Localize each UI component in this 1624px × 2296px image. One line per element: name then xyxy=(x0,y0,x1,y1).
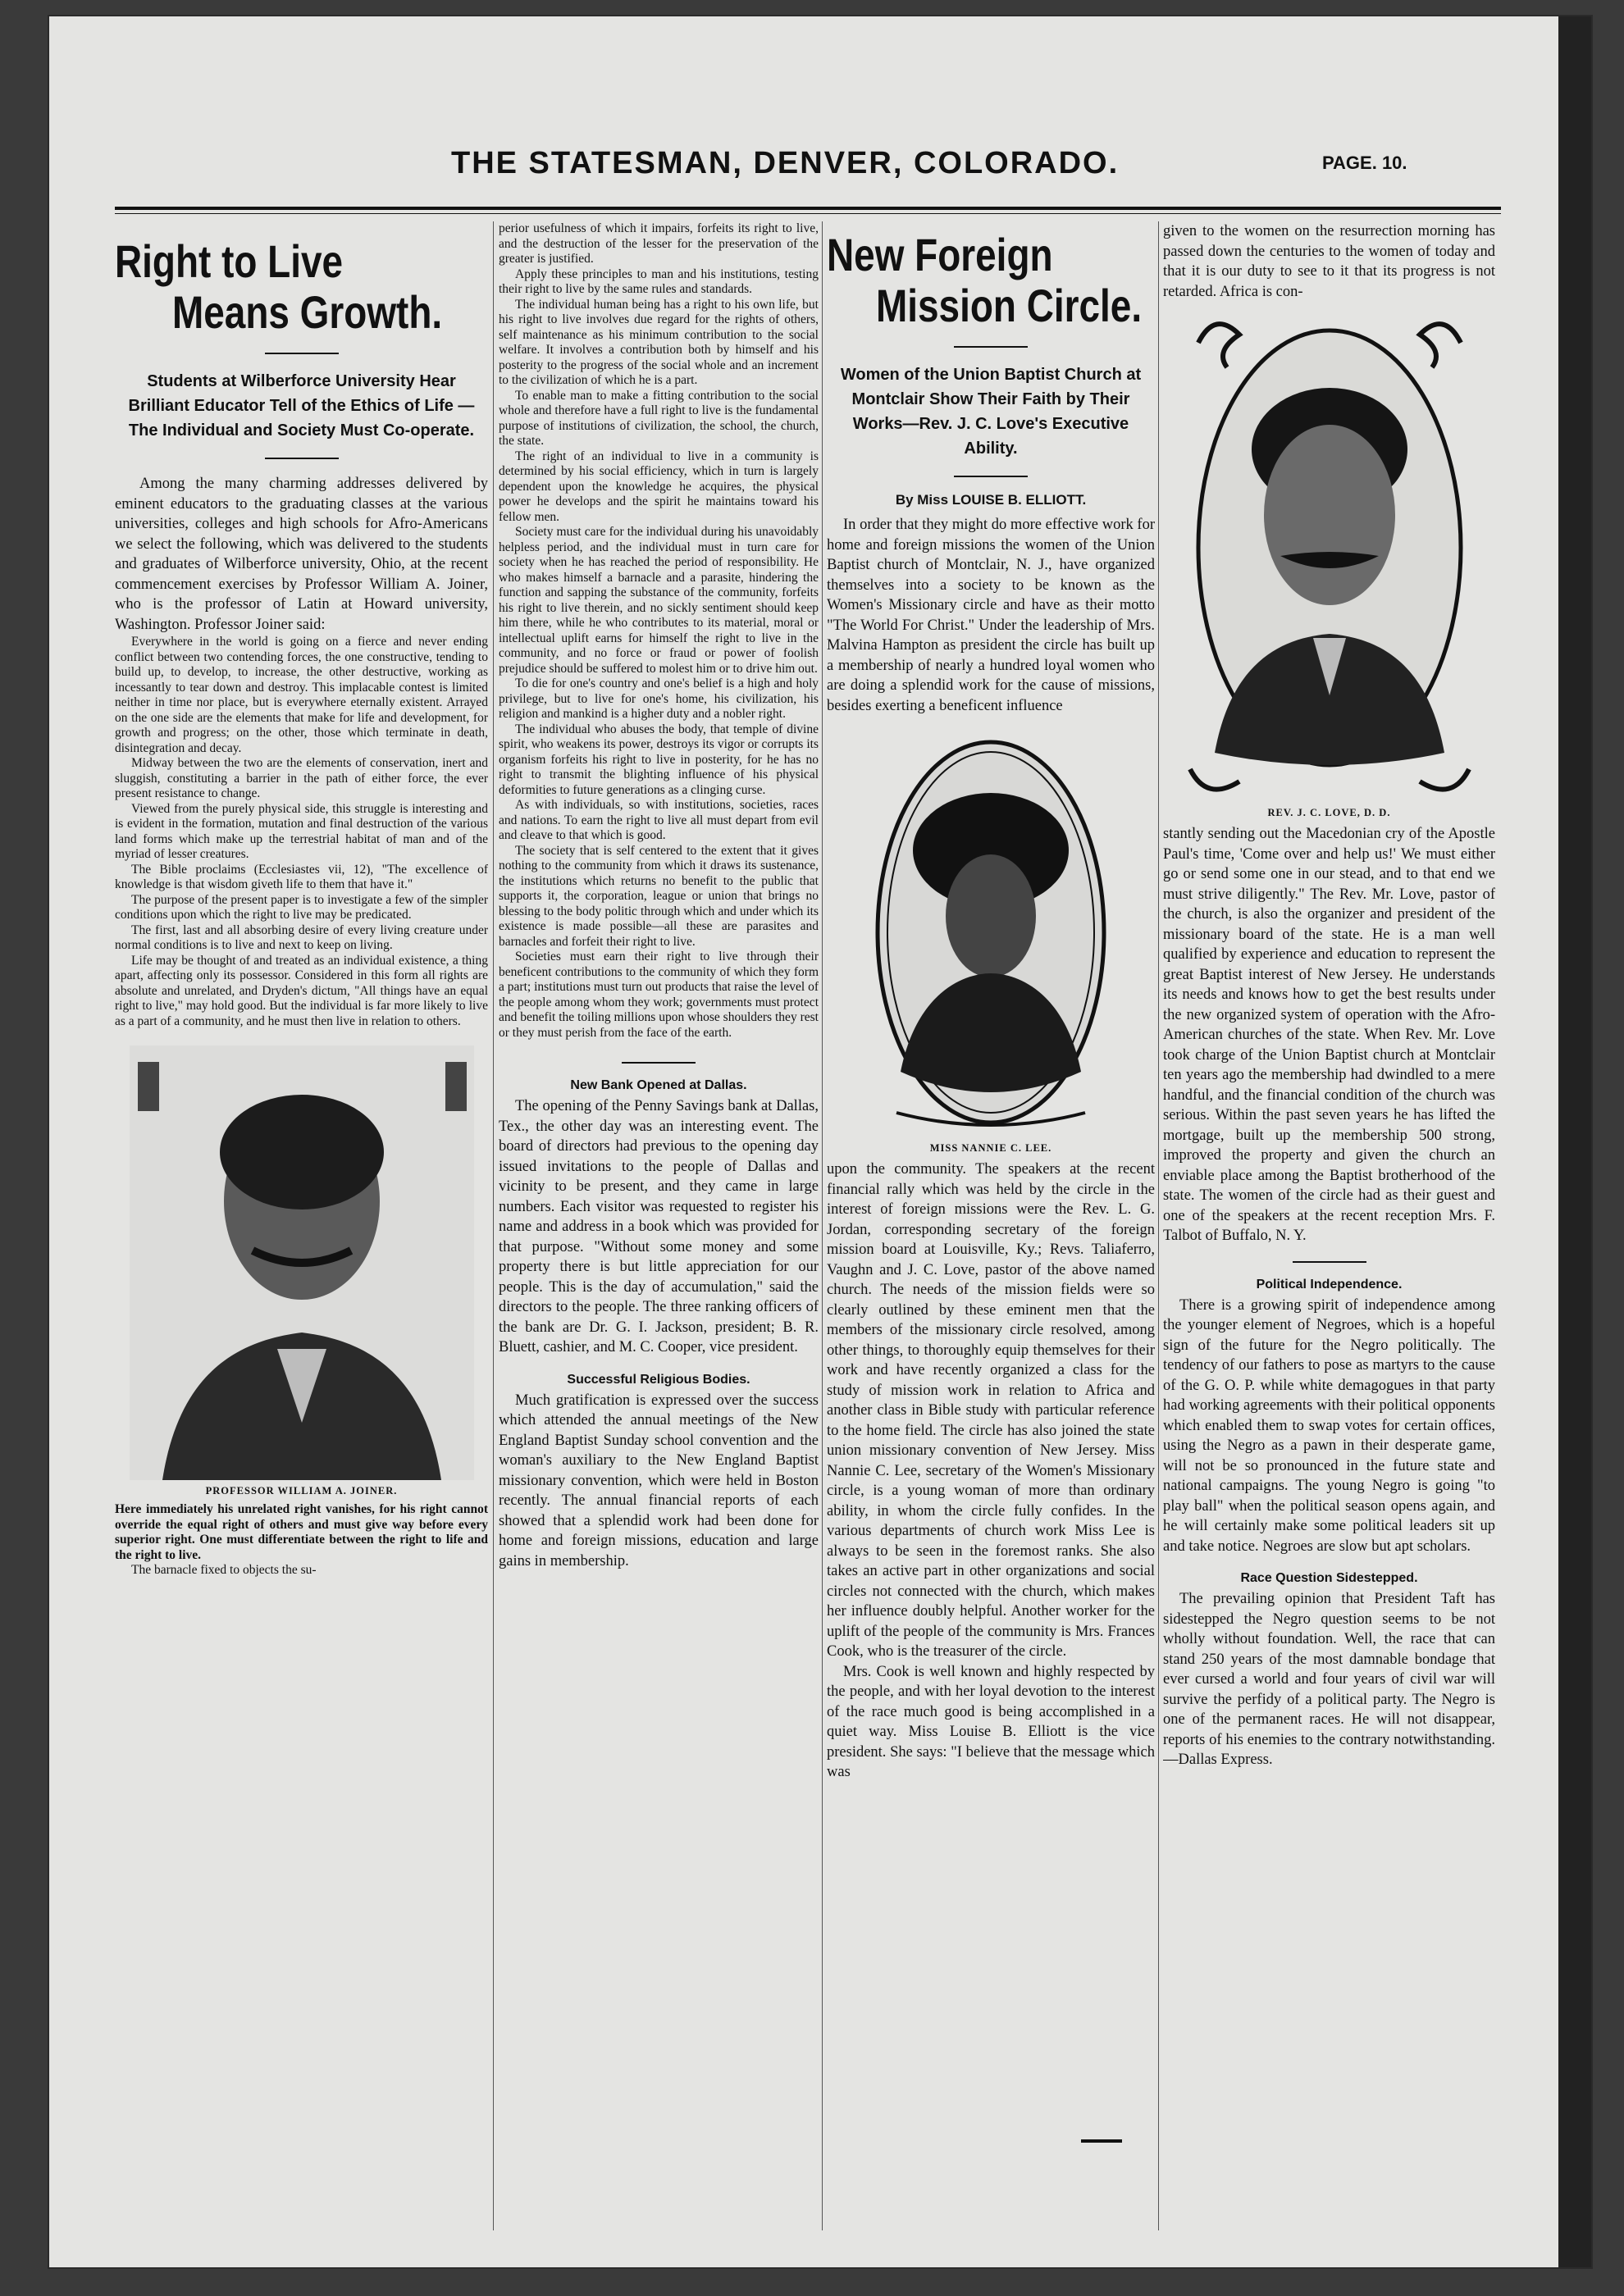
column-divider xyxy=(1158,221,1159,2230)
headline-line-2: Means Growth. xyxy=(172,286,443,338)
page-number: PAGE. 10. xyxy=(1322,153,1407,173)
masthead-title: THE STATESMAN, DENVER, COLORADO. xyxy=(451,146,1120,180)
paragraph: Much gratification is expressed over the success which attended the annual meetings of the New England Baptist Sunday school convention and the woman's auxiliary to the New England Baptist missionary convention, which were held in Boston recently. The annual financial reports of each showed that a splendid work had been done for home and foreign missions, education and large gains in membership. xyxy=(499,1392,819,1569)
paragraph: stantly sending out the Macedonian cry of the Apostle Paul's time, 'Come over and help us!' We must either go or send some one in our stead, and to that end we must strive diligently." The Rev. Mr. Love, pastor of the church, is also the organizer and president of the missionary board of the state. He is a man well qualified by experience and education to represent the great Baptist interest of New Jersey. He understands its needs and knows how to get the best results under the new organized system of operation with the Afro-American churches of the state. When Rev. Mr. Love took charge of the Union Baptist church at Montclair ten years ago the membership had dwindled to a mere handful, and the financial condition of the church was serious. Within the past seven years he has lifted the mortgage, built up the membership 500 strong, improved the property and given the church an enviable place among the Baptist brotherhood of the state. The women of the circle had as their guest and one of the speakers at the recent reception Mrs. F. Talbot of Buffalo, N. Y. xyxy=(1163,826,1495,1244)
section-heading-bank: New Bank Opened at Dallas. xyxy=(570,1078,747,1092)
portrait-love-image xyxy=(1182,310,1477,802)
divider xyxy=(954,476,1028,477)
divider xyxy=(1293,1261,1366,1263)
column-2 xyxy=(499,221,819,2239)
paragraph: perior usefulness of which it impairs, forfeits its right to live, and the destruction of the lesser for the preservation of the greater is justified. xyxy=(499,221,819,266)
divider xyxy=(265,458,339,459)
masthead-rule-thin xyxy=(115,213,1501,214)
paragraph: There is a growing spirit of independence among the younger element of Negroes, which is a hopeful sign of the future for the Negro politically. The tendency of our fathers to pose as martyrs to the cause of the G. O. P. while white demagogues in that party had working agreements with their political opponents which enabled them to swap votes for certain offices, using the Negro as a pawn in their desperate game, will not be so pronounced in the future state and national campaigns. The young Negro is going "to play ball" when the political season opens again, and he will certainly make some political leaders sit up and take notice. Negroes are slow but apt scholars. xyxy=(1163,1296,1495,1555)
paragraph: Everywhere in the world is going on a fierce and never ending conflict between two contending forces, the one constructive, tending to build up, to develop, to increase, the other destructive, working as incessantly to tear down and destroy. This implacable contest is limited neither in time nor place, but is everywhere eternally existent. Arrayed on the one side are the elements that make for life and development, for growth and progress; on the other, those which terminate in death, disintegration and decay. xyxy=(115,635,488,755)
byline: By Miss LOUISE B. ELLIOTT. xyxy=(895,492,1087,508)
headline-line-2: Mission Circle. xyxy=(876,280,1143,331)
portrait-lee-image xyxy=(868,727,1114,1137)
column-1 xyxy=(115,221,488,2239)
paragraph: Midway between the two are the elements of conservation, inert and sluggish, constituting a barrier in the path of either force, the ever present resistance to change. xyxy=(115,756,488,800)
paragraph: Society must care for the individual during his unavoidably helpless period, and the individual must in turn care for society when he has reached the period of responsibility. He who makes himself a barnacle and a parasite, hindering the function and sapping the substance of the community, forfeits his right to live therein, and no sickly sentiment should keep him there, while he who contributes to its material, moral or intellectual uplift earns for himself the right to live in the community, and no force or fraud or power of foolish prejudice should be suffered to molest him or to drive him out. xyxy=(499,525,819,676)
paragraph: The prevailing opinion that President Taft has sidestepped the Negro question seems to be not wholly without foundation. Well, the race that can stand 250 years of the most damnable bondage that ever cursed a world and four years of civil war will survive the perfidy of a political party. The Negro is one of the permanent races. He will not disappear, reports of his enemies to the contrary notwithstanding.—Dallas Express. xyxy=(1163,1591,1495,1768)
section-heading-race: Race Question Sidestepped. xyxy=(1240,1571,1418,1585)
portrait-joiner xyxy=(130,1046,474,1480)
headline-right-to-live xyxy=(115,221,488,338)
paragraph: The individual who abuses the body, that temple of divine spirit, who weakens its power, destroys its vigor or corrupts its organism forfeits his right to live in posterity, for he has no right to transmit the blighting influence of his physical deformities to future generations as a clinging curse. xyxy=(499,722,819,797)
divider xyxy=(265,353,339,354)
page-binding-edge xyxy=(1558,16,1591,2267)
paragraph: The Bible proclaims (Ecclesiastes vii, 12), "The excellence of knowledge is that wisdom giveth life to them that have it." xyxy=(115,862,488,891)
paragraph: The society that is self centered to the extent that it gives nothing to the community from which it draws its sustenance, the institutions which returns no benefit to the public that supports it, the corporation, league or union that brings no blessing to the body politic through which and under which its existence is made possible—all these are parasites and barnacles and forfeit their right to live. xyxy=(499,843,819,949)
paragraph: In order that they might do more effective work for home and foreign missions the women of the Union Baptist church of Montclair, N. J., have organized themselves into a society to be known as the Women's Missionary circle and have as their motto "The World For Christ." Under the leadership of Mrs. Malvina Hampton as president the circle has built up a membership of nearly a hundred loyal women who are doing a splendid work for the cause of missions, besides exerting a beneficent influence xyxy=(827,517,1155,714)
headline-line-1: New Foreign xyxy=(827,229,1053,280)
column-divider xyxy=(822,221,823,2230)
section-heading-religious: Successful Religious Bodies. xyxy=(567,1372,750,1387)
portrait-lee xyxy=(868,727,1114,1137)
column-3 xyxy=(827,221,1155,2239)
paragraph: upon the community. The speakers at the recent financial rally which was held by the circle in the interest of foreign missions were the Rev. L. G. Jordan, corresponding secretary of the foreign mission board at Louisville, Ky.; Revs. Taliaferro, Vaughn and J. C. Love, pastor of the above named church. The needs of the mission fields were so clearly outlined by these eminent men that the members of the missionary circle resolved, among other things, to thoroughly equip themselves for their work and have recently organized a class for the study of mission work in relation to Africa and another class in Bible study with particular reference to the home field. The circle has also joined the state union missionary convention of New Jersey. Miss Nannie C. Lee, secretary of the Women's Missionary circle, is a young woman of more than ordinary ability, in whom the circle fully confides. In the various departments of church work Miss Lee is always to be seen in the foremost ranks. She also takes an active part in other organizations and social circles not connected with the church, which makes her influence doubly helpful. Another worker for the uplift of the people of the community is Mrs. Frances Cook, who is the treasurer of the circle. xyxy=(827,1161,1155,1660)
paragraph: The first, last and all absorbing desire of every living creature under normal conditions is to live and next to keep on living. xyxy=(115,922,488,952)
end-rule xyxy=(1081,2139,1122,2143)
caption-lee: MISS NANNIE C. LEE. xyxy=(929,1142,1052,1154)
paragraph: Life may be thought of and treated as an individual existence, a thing apart, affecting only its possessor. Considered in this form all rights are absolute and unrelated, and Dryden's dictum, "All things have an equal right to live," may hold good. But the individual is far more likely to live as a part of a community, and he must then live in relation to others. xyxy=(115,953,488,1028)
paragraph: The individual human being has a right to his own life, but his right to live involves due regard for the rights of others, self maintenance as his minimum contribution to the social welfare. It involves a contribution both by himself and his posterity to the progress of the social whole and an increment to the civilization of which he is a part. xyxy=(499,297,819,387)
paragraph: Viewed from the purely physical side, this struggle is interesting and is evident in the formation, mutation and final destruction of the various land forms which make up the terrestrial habitat of man and of the myriad of lesser creatures. xyxy=(115,801,488,861)
paragraph: To enable man to make a fitting contribution to the social whole and therefore have a full right to live is the fundamental purpose of institutions of civilization, the school, the church, the state. xyxy=(499,388,819,448)
section-heading-political: Political Independence. xyxy=(1256,1277,1403,1292)
paragraph: Mrs. Cook is well known and highly respected by the people, and with her loyal devotion to the interest of the race much good is being accomplished in a quiet way. Miss Louise B. Elliott is the vice president. She says: "I believe that the message which was xyxy=(827,1663,1155,1780)
column-divider xyxy=(493,221,494,2230)
paragraph: The right of an individual to live in a community is determined by his social efficiency, which in turn is largely dependent upon the knowledge he acquires, the physical power he develops and the spirit he maintains toward his fellow men. xyxy=(499,449,819,524)
portrait-love xyxy=(1182,310,1477,802)
paragraph: The purpose of the present paper is to investigate a few of the simpler conditions upon which the right to live may be predicated. xyxy=(115,892,488,922)
masthead-rule xyxy=(115,207,1501,210)
paragraph: Societies must earn their right to live through their beneficent contributions to the community of which they form a part; institutions must turn out products that raise the level of the people among whom they work; governments must protect and benefit the toiling millions upon whose shoulders they rest or they must perish from the face of the earth. xyxy=(499,950,819,1040)
paragraph: given to the women on the resurrection morning has passed down the centuries to the women of today and that it is our duty to see to it that its progress is not retarded. Africa is con- xyxy=(1163,223,1495,300)
subheadline: Women of the Union Baptist Church at Montclair Show Their Faith by Their Works—Rev. J. C. Love's Executive Ability. xyxy=(840,366,1142,458)
paragraph: As with individuals, so with institutions, societies, races and nations. To earn the right to live all must depart from evil and cleave to that which is good. xyxy=(499,798,819,842)
paragraph: Apply these principles to man and his institutions, testing their right to live by the same rules and standards. xyxy=(499,266,819,296)
caption-joiner: PROFESSOR WILLIAM A. JOINER. xyxy=(205,1485,398,1496)
intro-paragraph: Among the many charming addresses delivered by eminent educators to the graduating classes at the various universities, colleges and high schools for Afro-Americans we select the following, which was delivered to the students and graduates of Wilberforce university, Ohio, at the recent commencement exercises by Professor William A. Joiner, who is the professor of Latin at Howard university, Washington. Professor Joiner said: xyxy=(115,476,488,633)
paragraph: To die for one's country and one's belief is a high and holy privilege, but to live for one's home, his civilization, his religion and mankind is a higher duty and a nobler right. xyxy=(499,676,819,721)
portrait-joiner-image xyxy=(130,1046,474,1480)
paragraph: The opening of the Penny Savings bank at Dallas, Tex., the other day was an interesting event. The board of directors had previous to the opening day issued invitations to the people of Dallas and vicinity to be present, and they came in large numbers. Each visitor was requested to register his name and address in a book which was provided for that purpose. "Without some money and some property there is but little appreciation for our people. This is the day of accumulation," said the directors to the people. The three ranking officers of the bank are Dr. G. I. Jackson, president; B. R. Bluett, cashier, and M. C. Cooper, vice president. xyxy=(499,1098,819,1355)
headline-line-1: Right to Live xyxy=(115,235,344,287)
subheadline: Students at Wilberforce University Hear Brilliant Educator Tell of the Ethics of Life — The Individual and Society Must Co-operate. xyxy=(128,372,475,440)
newspaper-page xyxy=(49,16,1591,2267)
column-4 xyxy=(1163,221,1495,2239)
headline-mission-circle xyxy=(827,221,1155,331)
divider xyxy=(954,346,1028,348)
paragraph: The barnacle fixed to objects the su- xyxy=(131,1563,317,1577)
caption-love: REV. J. C. LOVE, D. D. xyxy=(1267,807,1391,818)
paragraph: Here immediately his unrelated right vanishes, for his right cannot override the equal right of others and must give way before every superior right. One must differentiate between the right to life and the right to live. xyxy=(115,1502,488,1562)
divider xyxy=(622,1062,696,1064)
